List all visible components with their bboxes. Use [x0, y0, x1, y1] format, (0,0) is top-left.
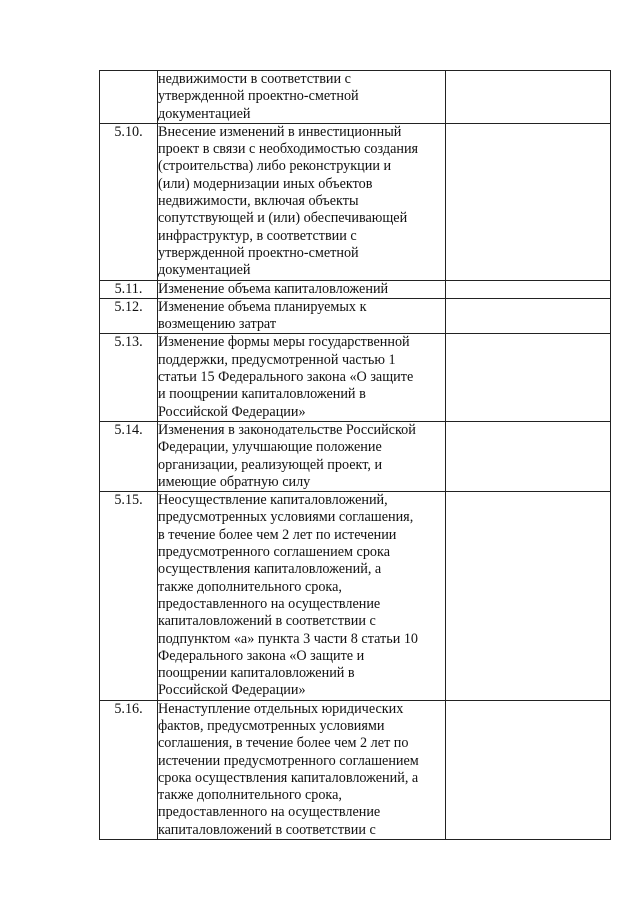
- item-description: [158, 280, 446, 298]
- description-line: Российской Федерации»: [158, 682, 306, 699]
- item-description: [158, 492, 446, 701]
- description-line: предоставленного на осуществление: [158, 804, 381, 821]
- table-body: [100, 71, 611, 840]
- description-line: (или) модернизации иных объектов: [158, 175, 373, 192]
- description-line: Изменение формы меры государственной: [158, 334, 410, 351]
- table-row: [100, 123, 611, 280]
- description-line: срока осуществления капиталовложений, а: [158, 769, 419, 786]
- description-line: предусмотренных условиями соглашения,: [158, 509, 414, 526]
- empty-cell: [446, 123, 611, 280]
- empty-cell: [446, 700, 611, 839]
- empty-cell: [446, 421, 611, 491]
- description-line: имеющие обратную силу: [158, 473, 311, 490]
- description-line: возмещению затрат: [158, 316, 277, 333]
- description-line: в течение более чем 2 лет по истечении: [158, 526, 397, 543]
- description-line: сопутствующей и (или) обеспечивающей: [158, 210, 408, 227]
- item-description: [158, 334, 446, 421]
- table-row: [100, 298, 611, 334]
- description-line: статьи 15 Федерального закона «О защите: [158, 369, 414, 386]
- table-row: [100, 280, 611, 298]
- description-line: документацией: [158, 262, 251, 279]
- description-line: предусмотренного соглашением срока: [158, 544, 390, 561]
- item-description: [158, 298, 446, 334]
- description-line: недвижимости, включая объекты: [158, 193, 359, 210]
- table-row: [100, 71, 611, 124]
- item-description: [158, 421, 446, 491]
- empty-cell: [446, 280, 611, 298]
- table-row: [100, 700, 611, 839]
- description-line: утвержденной проектно-сметной: [158, 244, 359, 261]
- item-number: 5.15.: [100, 492, 158, 701]
- item-number: 5.11.: [100, 280, 158, 298]
- description-line: также дополнительного срока,: [158, 578, 342, 595]
- description-line: Российской Федерации»: [158, 403, 306, 420]
- empty-cell: [446, 71, 611, 124]
- description-line: документацией: [158, 105, 251, 122]
- description-line: проект в связи с необходимостью создания: [158, 141, 419, 158]
- description-line: поддержки, предусмотренной частью 1: [158, 351, 396, 368]
- empty-cell: [446, 334, 611, 421]
- description-line: недвижимости в соответствии с: [158, 71, 351, 87]
- description-line: Неосуществление капиталовложений,: [158, 492, 388, 509]
- item-number: [100, 71, 158, 124]
- table-row: [100, 334, 611, 421]
- description-line: Изменение объема планируемых к: [158, 298, 367, 315]
- empty-cell: [446, 298, 611, 334]
- item-number: 5.14.: [100, 421, 158, 491]
- description-line: соглашения, в течение более чем 2 лет по: [158, 735, 409, 752]
- description-line: также дополнительного срока,: [158, 787, 342, 804]
- item-description: [158, 700, 446, 839]
- description-line: Внесение изменений в инвестиционный: [158, 123, 402, 140]
- description-line: утвержденной проектно-сметной: [158, 88, 359, 105]
- empty-cell: [446, 492, 611, 701]
- description-line: капиталовложений в соответствии с: [158, 821, 376, 838]
- description-line: фактов, предусмотренных условиями: [158, 717, 385, 734]
- description-line: Ненаступление отдельных юридических: [158, 700, 404, 717]
- description-line: Федерации, улучшающие положение: [158, 439, 382, 456]
- item-number: 5.16.: [100, 700, 158, 839]
- description-line: Изменение объема капиталовложений: [158, 280, 389, 297]
- table-row: [100, 421, 611, 491]
- table-row: [100, 492, 611, 701]
- description-line: инфраструктур, в соответствии с: [158, 227, 357, 244]
- description-line: Изменения в законодательстве Российской: [158, 421, 416, 438]
- item-description: [158, 123, 446, 280]
- item-description: [158, 71, 446, 124]
- item-number: 5.12.: [100, 298, 158, 334]
- item-number: 5.10.: [100, 123, 158, 280]
- description-line: Федерального закона «О защите и: [158, 647, 365, 664]
- measures-table: [99, 70, 611, 840]
- item-number: 5.13.: [100, 334, 158, 421]
- description-line: организации, реализующей проект, и: [158, 456, 383, 473]
- description-line: (строительства) либо реконструкции и: [158, 158, 392, 175]
- description-line: капиталовложений в соответствии с: [158, 613, 376, 630]
- description-line: подпунктом «а» пункта 3 части 8 статьи 10: [158, 630, 419, 647]
- description-line: поощрении капиталовложений в: [158, 665, 355, 682]
- description-line: предоставленного на осуществление: [158, 595, 381, 612]
- description-line: осуществления капиталовложений, а: [158, 561, 382, 578]
- description-line: и поощрении капиталовложений в: [158, 386, 366, 403]
- description-line: истечении предусмотренного соглашением: [158, 752, 419, 769]
